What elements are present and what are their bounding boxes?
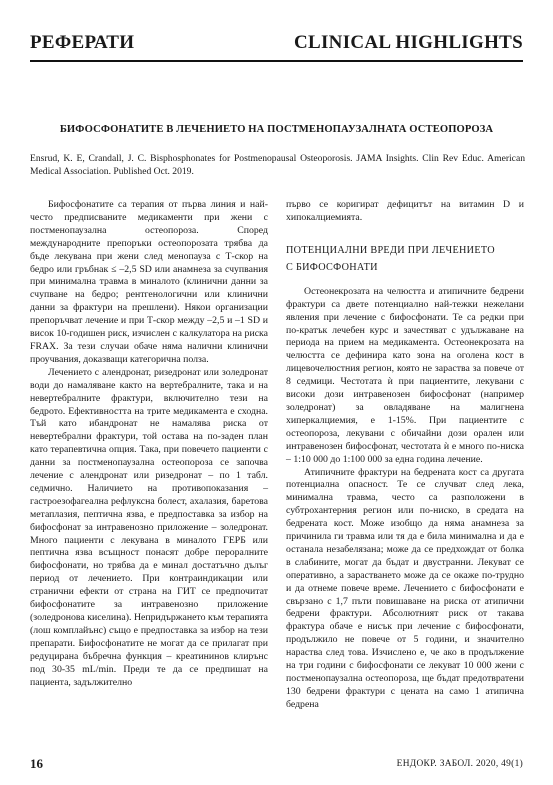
running-header: [30, 32, 523, 62]
page-number: 16: [30, 756, 43, 771]
paragraph: Лечението с алендронат, ризедронат или золедронат води до намаляване както на вертебралните, така и на невертебралните фрактури, включително тези на бедрото. Ефективността на трите медикамента е сходна. Тъй като ибандронат не намалява риска от невертебрални фрактури, той остава на по-заден план като терапевтична опция. Така, при повечето пациенти с данни за постменопаузална остеопороза се започва лечение с алендронат или ризедронат – по 1 табл. седмично. Наличието на противопоказания – гастроезофагеална рефлуксна болест, ахалазия, баретова метаплазия, пептична язва, е предпоставка за избор на бифосфонат за интравенозно приложение – золедронат. Много пациенти с лекувана в миналото ГЕРБ или пептична язва всъщност понасят добре пероралните бифосфонати, но трябва да е минал достатъчно дълъг период от лечението. При контраиндикации или странични ефекти от страна на ГИТ се предпочитат бифосфонатите за интравенозно приложение (золедронова киселина). Непридържането към терапията (лош комплайънс) също е предпоставка за избор на тези препарати. Бифосфонатите не могат да се прилагат при редуцирана бъбречна функция – креатининов клирънс под 30-35 mL/min. Преди те да се предпишат на пациента, задължително: [30, 366, 268, 688]
section-heading-line-1: ПОТЕНЦИАЛНИ ВРЕДИ ПРИ ЛЕЧЕНИЕТО: [286, 244, 495, 256]
right-column: [286, 199, 524, 712]
paragraph: Атипичните фрактури на бедрената кост са другата потенциална опасност. Те се случват след лека, минимална травма, често са разположени в субтрохантерния регион или по-ниско, в средата на бедрената кост. Може изобщо да няма анамнеза за причинила ги травма или тя да е била минимална и да е останала незабелязана; може да се предхождат от болка в слабините, могат да бъдат и двустранни. Лекуват се оперативно, а зарастването може да се окаже по-трудно и да отнеме повече време. Лечението с бифосфонати е свързано с 1,7 пъти повишаване на риска от атипични бедрени фрактури. Абсолютният риск от такава фрактура обаче е нисък при лечение с бифосфонати, продължило не повече от 5 години, и значително нараства след това. Изчислено е, че ако в продължение на три години с бифосфонати се лекуват 10 000 жени с постменопаузална остеопороза, ще бъдат предотвратени 130 бедрени фрактури с цената на само 1 атипична бедрена: [286, 466, 524, 710]
section-heading: [286, 242, 524, 276]
article-title: БИФОСФОНАТИТЕ В ЛЕЧЕНИЕТО НА ПОСТМЕНОПАУЗАЛНАТА ОСТЕОПОРОЗА: [59, 124, 494, 135]
journal-reference: ЕНДОКР. ЗАБОЛ. 2020, 49(1): [396, 759, 523, 769]
left-column: [30, 199, 268, 689]
section-heading-line-2: С БИФОСФОНАТИ: [286, 261, 378, 273]
paragraph: първо се коригират дефицитът на витамин D и хипокалциемията.: [286, 199, 524, 223]
paragraph: Бифосфонатите са терапия от първа линия и най-често предписваните медикаменти при жени с постменопаузална остеопороза. Според международните препоръки остеопорозата трябва да бъде лекувана при жени след менопауза с Т-скор на бедро или гръбнак ≤ –2,5 SD или анамнеза за счупвания при минимална травма в миналото (клинични данни за счупване на бедро; рентгенологични или клинични данни за фрактури на прешлени). Някои организации препоръчват лечение и при Т-скор между –2,5 и –1 SD и висок 10-годишен риск, изчислен с калкулатора на риска FRAX. За тези случаи обаче няма налични клинични проучвания, доказващи категорична полза.: [30, 199, 268, 365]
page-footer: [30, 758, 523, 776]
section-label-english: CLINICAL HIGHLIGHTS: [293, 32, 523, 53]
paragraph: Остеонекрозата на челюстта и атипичните бедрени фрактури са двете потенциално най-тежки нежелани явления при лечение с бифосфонати. Те са редки при по-кратък лечебен курс и зачестяват с удължаване на периода на прием на медикамента. Остеонекрозата на челюстта се дефинира като зона на оголена кост в лицевочелюстния регион, която не зараства за повече от 8 седмици. Честотата ѝ при пациентите, лекувани с високи дози интравенозен бифосфонат (например золедронат) за овладяване на малигнена хиперкалциемия, е 1-15%. При пациентите с остеопороза, лекувани с обичайни дози орален или интравенозен бифосфонат, честотата ѝ е много по-ниска – 1:10 000 до 1:100 000 за една година лечение.: [286, 285, 524, 465]
section-label: РЕФЕРАТИ: [30, 32, 135, 53]
article-citation: Ensrud, K. E, Crandall, J. C. Bisphosphonates for Postmenopausal Osteoporosis. JAMA Insights. Clin Rev Educ. American Medical Association. Published Oct. 2019.: [30, 153, 525, 177]
